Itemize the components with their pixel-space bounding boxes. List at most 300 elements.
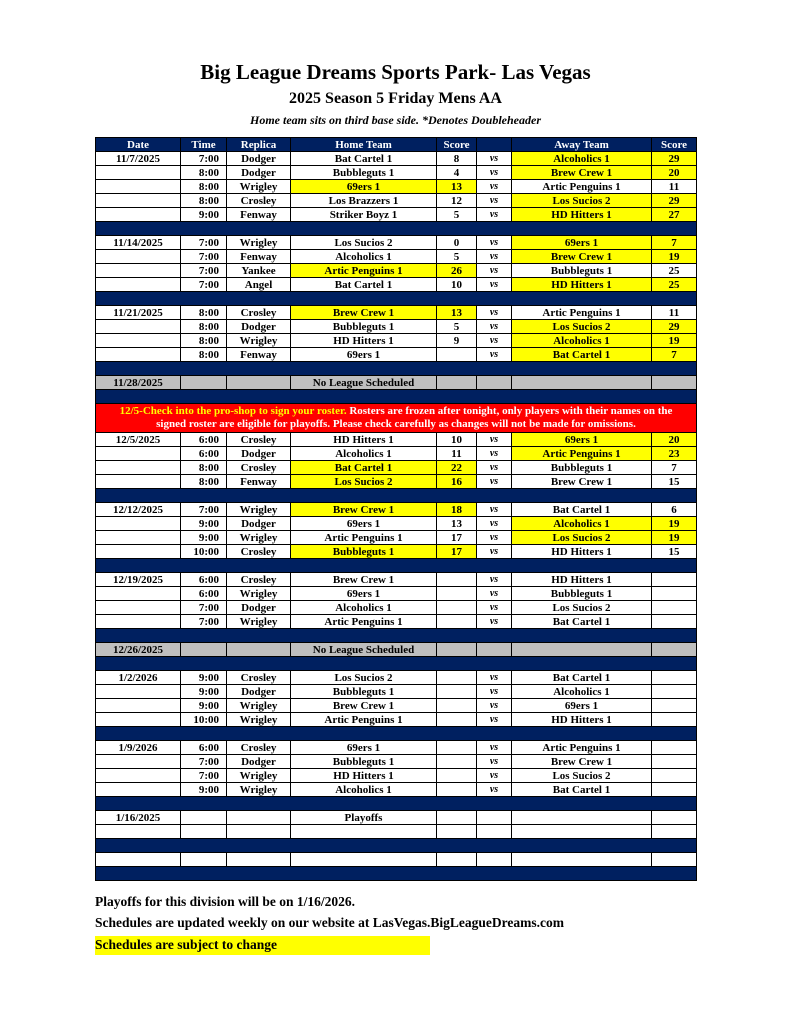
date-cell: 11/28/2025 — [96, 376, 181, 390]
home-team-cell: Bat Cartel 1 — [291, 461, 437, 475]
home-team-cell: Striker Boyz 1 — [291, 208, 437, 222]
vs-cell — [477, 853, 512, 867]
away-team-cell: Brew Crew 1 — [512, 475, 652, 489]
column-header: Time — [181, 138, 227, 152]
date-cell: 12/26/2025 — [96, 643, 181, 657]
column-header: Date — [96, 138, 181, 152]
document-footer — [95, 894, 791, 955]
game-row — [96, 587, 697, 601]
time-cell: 8:00 — [181, 194, 227, 208]
away-score-cell: 15 — [652, 475, 697, 489]
away-score-cell — [652, 685, 697, 699]
time-cell: 9:00 — [181, 699, 227, 713]
separator-row — [96, 629, 697, 643]
away-score-cell: 19 — [652, 517, 697, 531]
replica-cell: Crosley — [227, 306, 291, 320]
roster-notice-text: Rosters are frozen after tonight, only players with their names on the signed roster are eligible for playoffs. Please check carefully as changes will not be made for omissions. — [156, 405, 673, 430]
away-score-cell — [652, 769, 697, 783]
separator-bar — [96, 292, 697, 306]
game-row — [96, 447, 697, 461]
replica-cell — [227, 853, 291, 867]
away-score-cell: 29 — [652, 320, 697, 334]
home-score-cell: 13 — [437, 306, 477, 320]
date-cell — [96, 334, 181, 348]
subject-to-change-highlight: Schedules are subject to change — [95, 936, 430, 955]
away-team-cell: Artic Penguins 1 — [512, 180, 652, 194]
home-score-cell: 4 — [437, 166, 477, 180]
score-cell — [652, 643, 697, 657]
game-row — [96, 545, 697, 559]
date-cell: 1/2/2026 — [96, 671, 181, 685]
time-cell: 8:00 — [181, 320, 227, 334]
away-team-cell: Alcoholics 1 — [512, 152, 652, 166]
replica-cell: Dodger — [227, 755, 291, 769]
time-cell: 6:00 — [181, 741, 227, 755]
date-cell: 11/7/2025 — [96, 152, 181, 166]
time-cell: 9:00 — [181, 531, 227, 545]
home-team-cell: Los Sucios 2 — [291, 671, 437, 685]
document-header — [0, 0, 791, 128]
column-header: Home Team — [291, 138, 437, 152]
away-score-cell — [652, 671, 697, 685]
away-score-cell — [652, 783, 697, 797]
away-score-cell — [652, 713, 697, 727]
away-score-cell: 7 — [652, 348, 697, 362]
replica-cell: Crosley — [227, 741, 291, 755]
score-cell — [437, 825, 477, 839]
away-team-cell: Brew Crew 1 — [512, 250, 652, 264]
game-row — [96, 152, 697, 166]
away-team-cell: Los Sucios 2 — [512, 531, 652, 545]
time-cell: 7:00 — [181, 755, 227, 769]
playoffs-row — [96, 811, 697, 825]
home-team-cell: Bubbleguts 1 — [291, 755, 437, 769]
away-team-cell: Brew Crew 1 — [512, 755, 652, 769]
away-team-cell — [512, 853, 652, 867]
subject-to-change-line — [95, 936, 791, 955]
date-cell — [96, 615, 181, 629]
replica-cell: Crosley — [227, 433, 291, 447]
date-cell — [96, 250, 181, 264]
roster-notice — [96, 404, 697, 433]
replica-cell: Crosley — [227, 573, 291, 587]
away-score-cell: 25 — [652, 264, 697, 278]
time-cell: 7:00 — [181, 615, 227, 629]
home-team-cell: 69ers 1 — [291, 587, 437, 601]
away-team-cell: HD Hitters 1 — [512, 573, 652, 587]
time-cell: 8:00 — [181, 461, 227, 475]
home-team-cell: Los Brazzers 1 — [291, 194, 437, 208]
home-score-cell — [437, 601, 477, 615]
time-cell: 7:00 — [181, 278, 227, 292]
home-score-cell: 17 — [437, 545, 477, 559]
game-row — [96, 573, 697, 587]
replica-cell: Wrigley — [227, 615, 291, 629]
replica-cell: Wrigley — [227, 587, 291, 601]
replica-cell: Crosley — [227, 461, 291, 475]
time-cell: 6:00 — [181, 447, 227, 461]
away-score-cell: 7 — [652, 236, 697, 250]
date-cell: 12/5/2025 — [96, 433, 181, 447]
away-team-cell: Artic Penguins 1 — [512, 306, 652, 320]
home-team-cell: Bubbleguts 1 — [291, 166, 437, 180]
replica-cell: Crosley — [227, 194, 291, 208]
away-score-cell: 11 — [652, 306, 697, 320]
separator-bar — [96, 657, 697, 671]
game-row — [96, 334, 697, 348]
replica-cell: Wrigley — [227, 236, 291, 250]
home-team-cell: Alcoholics 1 — [291, 601, 437, 615]
separator-row — [96, 390, 697, 404]
date-cell — [96, 685, 181, 699]
separator-row — [96, 867, 697, 881]
date-cell — [96, 208, 181, 222]
date-cell — [96, 264, 181, 278]
time-cell: 6:00 — [181, 573, 227, 587]
home-score-cell: 13 — [437, 180, 477, 194]
replica-cell: Wrigley — [227, 713, 291, 727]
away-score-cell: 19 — [652, 531, 697, 545]
home-team-cell: Brew Crew 1 — [291, 699, 437, 713]
time-cell: 8:00 — [181, 334, 227, 348]
home-team-cell: 69ers 1 — [291, 180, 437, 194]
vs-label: vs — [477, 264, 512, 278]
vs-label: vs — [477, 208, 512, 222]
game-row — [96, 264, 697, 278]
time-cell: 10:00 — [181, 545, 227, 559]
away-score-cell: 20 — [652, 166, 697, 180]
away-score-cell — [652, 699, 697, 713]
game-row — [96, 250, 697, 264]
label-cell: No League Scheduled — [291, 376, 437, 390]
separator-row — [96, 727, 697, 741]
home-score-cell — [437, 587, 477, 601]
away-team-cell — [512, 811, 652, 825]
away-score-cell: 27 — [652, 208, 697, 222]
home-team-cell: Brew Crew 1 — [291, 573, 437, 587]
score-cell — [437, 853, 477, 867]
replica-cell: Dodger — [227, 447, 291, 461]
vs-label: vs — [477, 755, 512, 769]
time-cell: 8:00 — [181, 180, 227, 194]
home-score-cell: 5 — [437, 320, 477, 334]
label-cell — [291, 825, 437, 839]
home-score-cell: 18 — [437, 503, 477, 517]
game-row — [96, 685, 697, 699]
vs-label: vs — [477, 699, 512, 713]
home-team-cell: Los Sucios 2 — [291, 236, 437, 250]
game-row — [96, 320, 697, 334]
vs-label: vs — [477, 320, 512, 334]
replica-cell: Dodger — [227, 685, 291, 699]
vs-label: vs — [477, 685, 512, 699]
vs-label: vs — [477, 180, 512, 194]
column-header: Replica — [227, 138, 291, 152]
label-cell: Playoffs — [291, 811, 437, 825]
away-score-cell — [652, 573, 697, 587]
separator-row — [96, 559, 697, 573]
date-cell: 1/16/2025 — [96, 811, 181, 825]
game-row — [96, 615, 697, 629]
away-score-cell: 6 — [652, 503, 697, 517]
date-cell — [96, 194, 181, 208]
game-row — [96, 601, 697, 615]
home-team-cell: Los Sucios 2 — [291, 475, 437, 489]
game-row — [96, 755, 697, 769]
home-score-cell: 10 — [437, 433, 477, 447]
vs-label: vs — [477, 531, 512, 545]
column-header: Score — [437, 138, 477, 152]
time-cell: 9:00 — [181, 685, 227, 699]
vs-label: vs — [477, 769, 512, 783]
date-cell — [96, 348, 181, 362]
vs-label: vs — [477, 250, 512, 264]
date-cell — [96, 180, 181, 194]
game-row — [96, 531, 697, 545]
home-score-cell — [437, 755, 477, 769]
home-score-cell — [437, 769, 477, 783]
time-cell: 7:00 — [181, 152, 227, 166]
date-cell — [96, 320, 181, 334]
home-team-cell: HD Hitters 1 — [291, 334, 437, 348]
replica-cell: Crosley — [227, 545, 291, 559]
home-score-cell: 9 — [437, 334, 477, 348]
away-team-cell: HD Hitters 1 — [512, 545, 652, 559]
away-score-cell — [652, 587, 697, 601]
away-team-cell: Los Sucios 2 — [512, 194, 652, 208]
away-team-cell: Artic Penguins 1 — [512, 741, 652, 755]
replica-cell — [227, 825, 291, 839]
date-cell: 11/14/2025 — [96, 236, 181, 250]
away-score-cell — [652, 615, 697, 629]
home-team-note: Home team sits on third base side. *Denotes Doubleheader — [250, 113, 541, 127]
home-team-cell: Artic Penguins 1 — [291, 531, 437, 545]
game-row — [96, 166, 697, 180]
home-team-cell: HD Hitters 1 — [291, 769, 437, 783]
away-team-cell: Alcoholics 1 — [512, 517, 652, 531]
home-score-cell — [437, 699, 477, 713]
home-score-cell — [437, 783, 477, 797]
vs-label: vs — [477, 741, 512, 755]
time-cell: 7:00 — [181, 250, 227, 264]
separator-bar — [96, 390, 697, 404]
game-row — [96, 194, 697, 208]
replica-cell: Wrigley — [227, 531, 291, 545]
vs-label: vs — [477, 447, 512, 461]
replica-cell: Wrigley — [227, 503, 291, 517]
home-score-cell: 22 — [437, 461, 477, 475]
column-header: Away Team — [512, 138, 652, 152]
away-team-cell: Bubbleguts 1 — [512, 264, 652, 278]
vs-label: vs — [477, 545, 512, 559]
time-cell: 10:00 — [181, 713, 227, 727]
replica-cell: Dodger — [227, 320, 291, 334]
website-info-line: Schedules are updated weekly on our website at LasVegas.BigLeagueDreams.com — [95, 915, 565, 930]
vs-label: vs — [477, 348, 512, 362]
home-team-cell: Bubbleguts 1 — [291, 545, 437, 559]
vs-cell — [477, 811, 512, 825]
away-score-cell: 19 — [652, 250, 697, 264]
away-team-cell: HD Hitters 1 — [512, 278, 652, 292]
away-team-cell: Los Sucios 2 — [512, 769, 652, 783]
column-header — [477, 138, 512, 152]
away-team-cell: Bat Cartel 1 — [512, 348, 652, 362]
date-cell — [96, 699, 181, 713]
label-cell: No League Scheduled — [291, 643, 437, 657]
replica-cell: Wrigley — [227, 783, 291, 797]
home-team-cell: Bat Cartel 1 — [291, 278, 437, 292]
vs-label: vs — [477, 503, 512, 517]
home-team-cell: Artic Penguins 1 — [291, 264, 437, 278]
separator-row — [96, 292, 697, 306]
away-score-cell: 19 — [652, 334, 697, 348]
score-cell — [437, 811, 477, 825]
away-score-cell — [652, 755, 697, 769]
home-score-cell — [437, 573, 477, 587]
separator-row — [96, 839, 697, 853]
separator-bar — [96, 839, 697, 853]
date-cell — [96, 825, 181, 839]
game-row — [96, 517, 697, 531]
time-cell: 9:00 — [181, 208, 227, 222]
date-cell — [96, 713, 181, 727]
home-score-cell: 26 — [437, 264, 477, 278]
score-cell — [437, 643, 477, 657]
time-cell — [181, 811, 227, 825]
separator-row — [96, 222, 697, 236]
away-team-cell — [512, 825, 652, 839]
separator-bar — [96, 362, 697, 376]
empty-row — [96, 853, 697, 867]
vs-label: vs — [477, 783, 512, 797]
away-team-cell: Artic Penguins 1 — [512, 447, 652, 461]
game-row — [96, 699, 697, 713]
away-team-cell: HD Hitters 1 — [512, 208, 652, 222]
game-row — [96, 671, 697, 685]
date-cell — [96, 783, 181, 797]
game-row — [96, 433, 697, 447]
vs-label: vs — [477, 334, 512, 348]
replica-cell: Dodger — [227, 166, 291, 180]
vs-label: vs — [477, 615, 512, 629]
separator-row — [96, 797, 697, 811]
vs-label: vs — [477, 166, 512, 180]
vs-label: vs — [477, 152, 512, 166]
separator-row — [96, 362, 697, 376]
date-cell — [96, 545, 181, 559]
home-score-cell — [437, 685, 477, 699]
game-row — [96, 461, 697, 475]
separator-bar — [96, 489, 697, 503]
replica-cell — [227, 811, 291, 825]
home-score-cell — [437, 348, 477, 362]
date-cell — [96, 769, 181, 783]
replica-cell: Fenway — [227, 348, 291, 362]
home-score-cell — [437, 615, 477, 629]
date-cell — [96, 517, 181, 531]
vs-label: vs — [477, 461, 512, 475]
time-cell: 8:00 — [181, 306, 227, 320]
home-team-cell: Alcoholics 1 — [291, 447, 437, 461]
away-score-cell: 25 — [652, 278, 697, 292]
no-league-row — [96, 376, 697, 390]
replica-cell — [227, 376, 291, 390]
time-cell: 6:00 — [181, 587, 227, 601]
home-score-cell: 10 — [437, 278, 477, 292]
home-team-cell: Artic Penguins 1 — [291, 615, 437, 629]
home-team-cell: Bubbleguts 1 — [291, 320, 437, 334]
time-cell: 7:00 — [181, 769, 227, 783]
home-team-cell: HD Hitters 1 — [291, 433, 437, 447]
date-cell — [96, 587, 181, 601]
vs-label: vs — [477, 517, 512, 531]
time-cell: 9:00 — [181, 671, 227, 685]
game-row — [96, 306, 697, 320]
away-team-cell: 69ers 1 — [512, 433, 652, 447]
date-cell — [96, 531, 181, 545]
date-cell — [96, 475, 181, 489]
away-score-cell: 15 — [652, 545, 697, 559]
replica-cell: Dodger — [227, 517, 291, 531]
replica-cell — [227, 643, 291, 657]
time-cell: 8:00 — [181, 475, 227, 489]
schedule-table-body — [96, 138, 697, 881]
away-team-cell: Bubbleguts 1 — [512, 587, 652, 601]
date-cell: 11/21/2025 — [96, 306, 181, 320]
separator-row — [96, 657, 697, 671]
table-header-row — [96, 138, 697, 152]
away-team-cell — [512, 643, 652, 657]
away-team-cell: 69ers 1 — [512, 236, 652, 250]
date-cell — [96, 755, 181, 769]
home-team-cell: 69ers 1 — [291, 348, 437, 362]
home-score-cell — [437, 713, 477, 727]
home-score-cell: 0 — [437, 236, 477, 250]
away-score-cell: 23 — [652, 447, 697, 461]
vs-cell — [477, 376, 512, 390]
away-score-cell — [652, 601, 697, 615]
empty-row — [96, 825, 697, 839]
home-score-cell: 16 — [437, 475, 477, 489]
score-cell — [652, 825, 697, 839]
roster-notice-highlight: 12/5-Check into the pro-shop to sign your roster. — [119, 405, 347, 417]
away-team-cell: HD Hitters 1 — [512, 713, 652, 727]
away-score-cell: 29 — [652, 194, 697, 208]
vs-label: vs — [477, 236, 512, 250]
home-score-cell — [437, 671, 477, 685]
home-team-cell: 69ers 1 — [291, 517, 437, 531]
time-cell — [181, 853, 227, 867]
vs-label: vs — [477, 433, 512, 447]
schedule-table — [95, 137, 697, 881]
replica-cell: Fenway — [227, 208, 291, 222]
game-row — [96, 180, 697, 194]
date-cell: 12/19/2025 — [96, 573, 181, 587]
date-cell — [96, 278, 181, 292]
vs-label: vs — [477, 671, 512, 685]
separator-bar — [96, 559, 697, 573]
replica-cell: Crosley — [227, 671, 291, 685]
home-team-cell: Brew Crew 1 — [291, 503, 437, 517]
home-score-cell: 8 — [437, 152, 477, 166]
separator-bar — [96, 727, 697, 741]
away-team-cell: Alcoholics 1 — [512, 685, 652, 699]
home-team-cell: Alcoholics 1 — [291, 783, 437, 797]
home-score-cell: 5 — [437, 250, 477, 264]
away-team-cell: Bubbleguts 1 — [512, 461, 652, 475]
season-subtitle: 2025 Season 5 Friday Mens AA — [289, 90, 502, 107]
replica-cell: Wrigley — [227, 769, 291, 783]
